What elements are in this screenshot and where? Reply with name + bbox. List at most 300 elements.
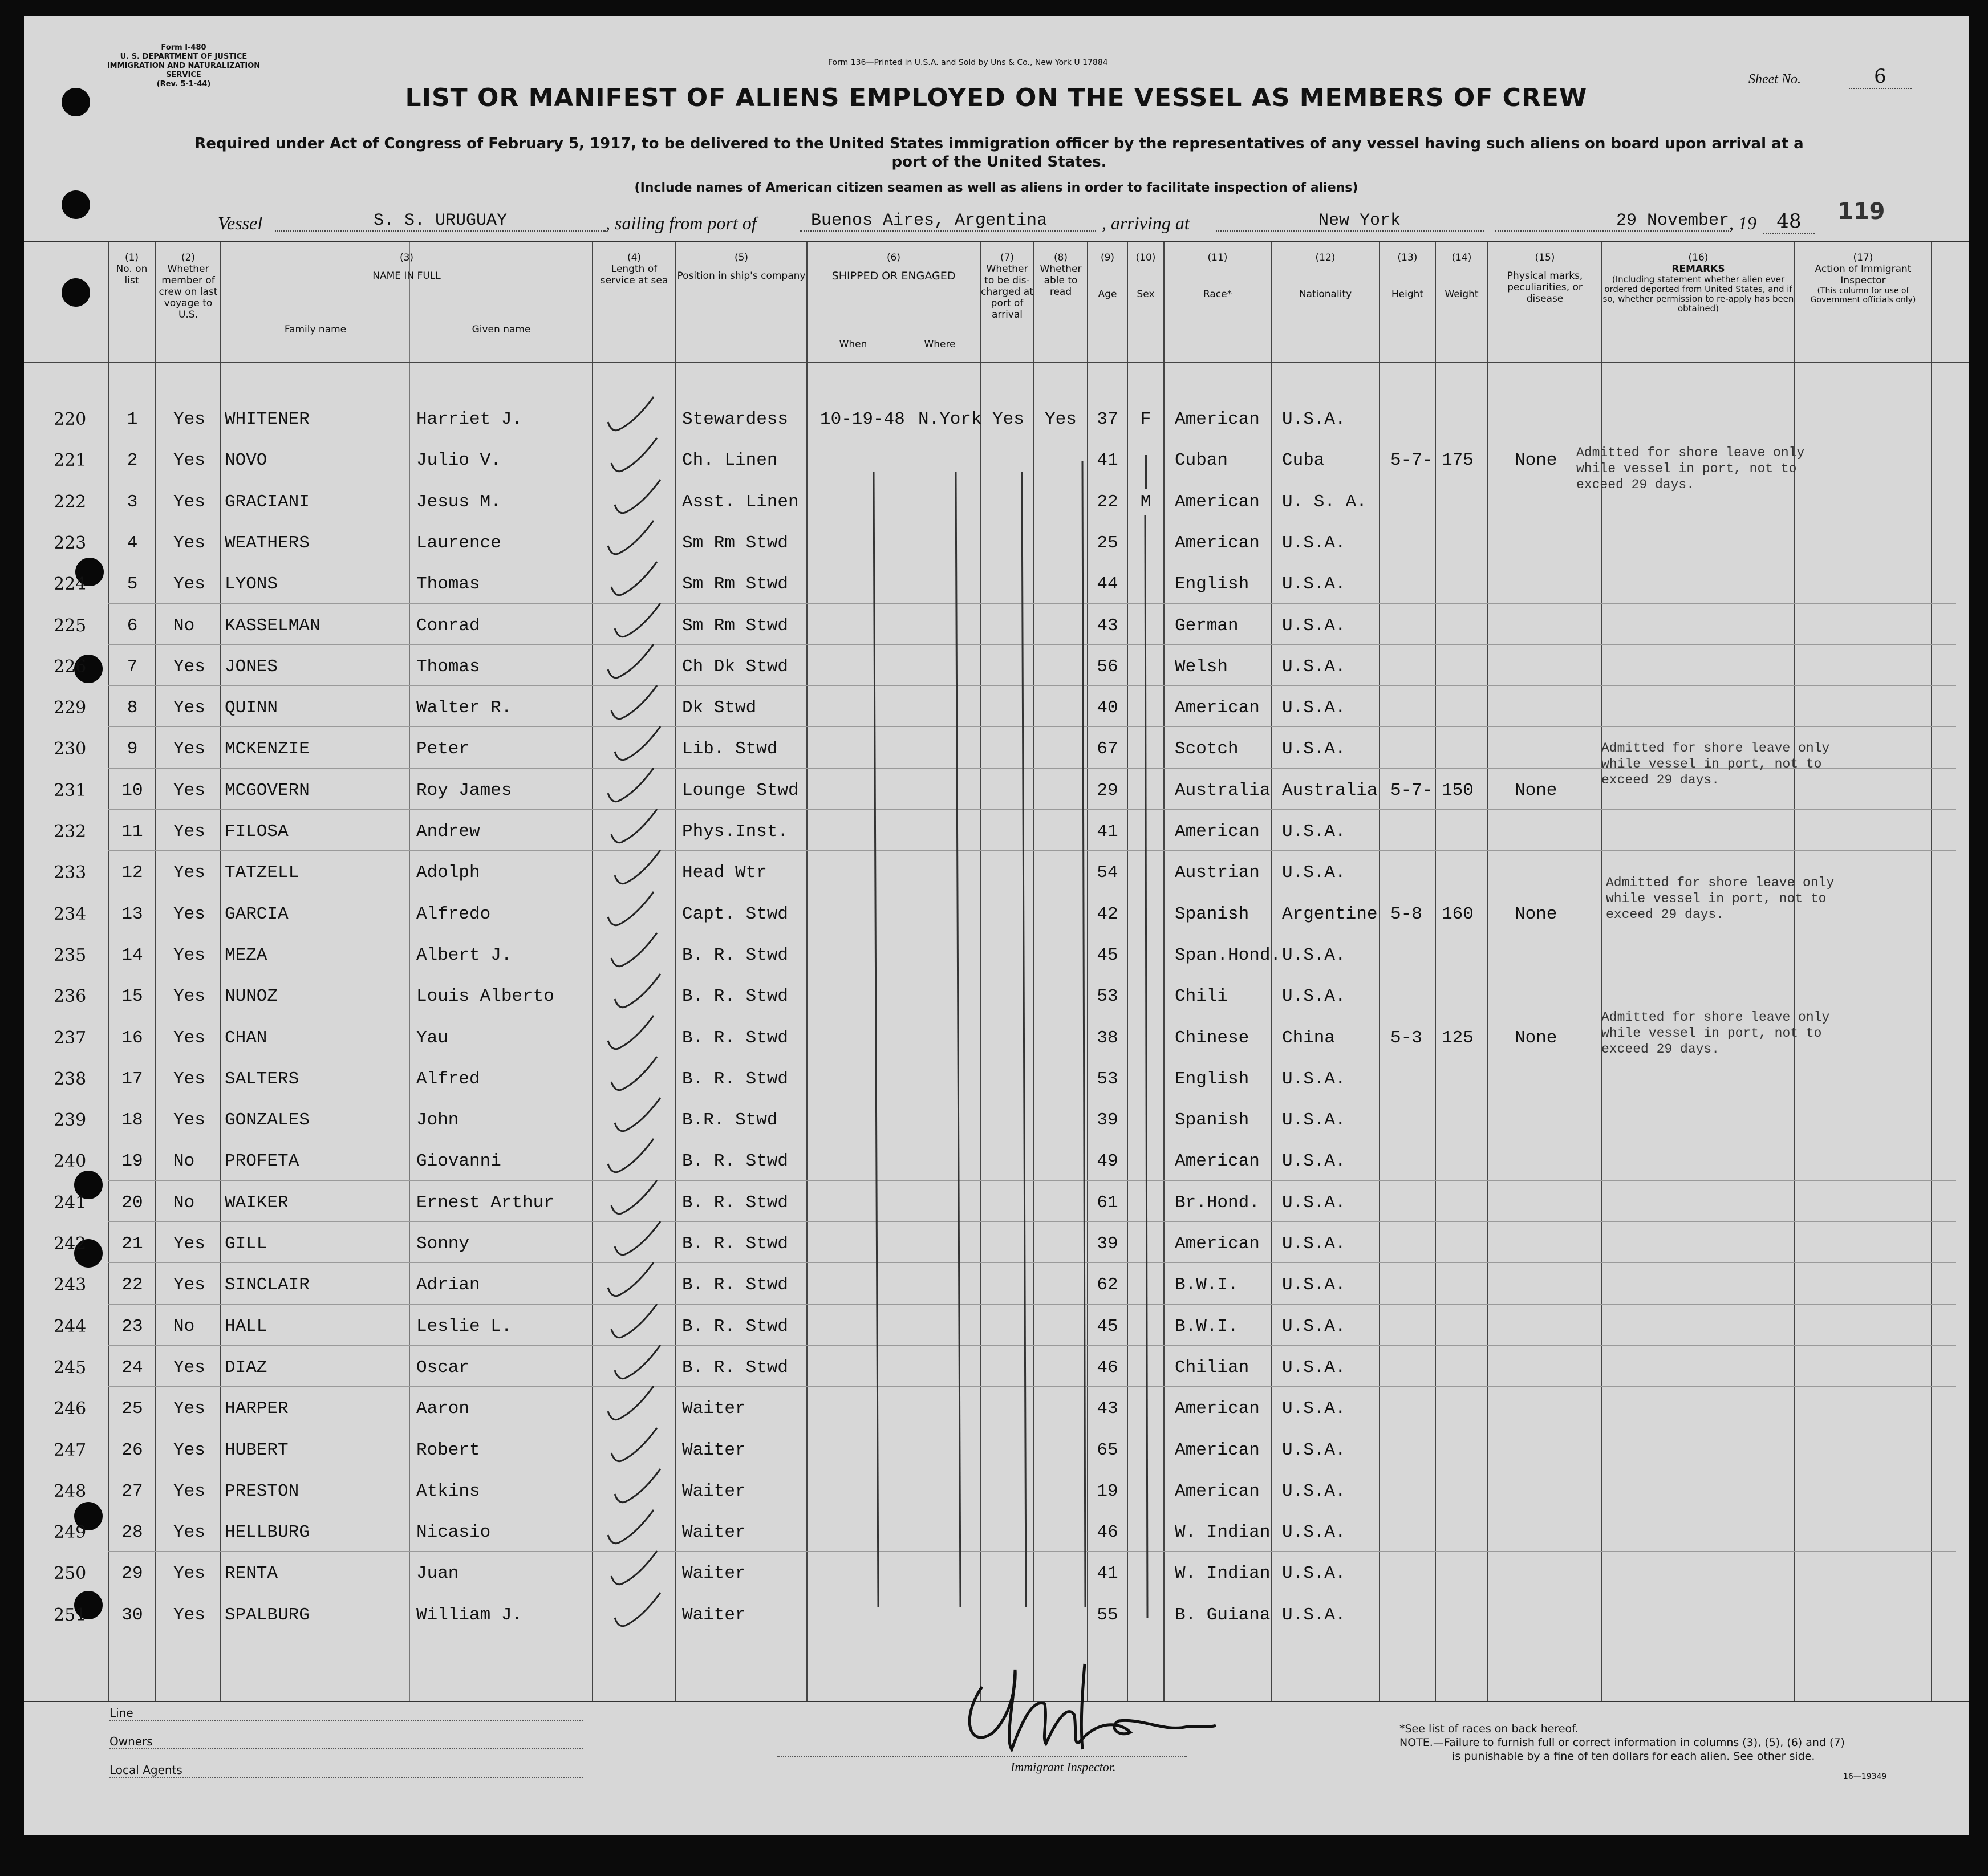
list-number: 15 [121,986,143,1006]
nationality: U.S.A. [1282,1605,1346,1625]
remark-mcgovern: Admitted for shore leave only while vessel in port, not to exceed 29 days. [1601,741,1830,787]
position: Waiter [682,1522,746,1542]
prior-voyage: Yes [173,1440,205,1460]
prior-voyage: Yes [173,698,205,718]
prior-voyage: Yes [173,945,205,965]
col16-label: REMARKS [1671,263,1725,275]
prior-voyage: Yes [173,1605,205,1625]
given-name: Robert [416,1440,480,1460]
prior-voyage: Yes [173,574,205,594]
col5-header [676,252,806,282]
manifest-line-number: 243 [54,1275,87,1295]
manifest-line-number: 248 [54,1481,87,1501]
requirement-line-1: Required under Act of Congress of February 5, 1917, to be delivered to the United States immigration officer by the representatives of any vessel having such aliens on board upon arrival at a [194,135,1804,152]
prior-voyage: Yes [173,492,205,512]
given-name: Louis Alberto [416,986,554,1006]
position: Asst. Linen [682,492,799,512]
manifest-line-number: 242 [54,1234,87,1254]
inspector-signature [948,1652,1233,1767]
nationality: U.S.A. [1282,1317,1346,1337]
col5-num: (5) [734,252,749,263]
line-label: Line [109,1706,133,1720]
age: 65 [1097,1440,1118,1460]
family-name: JONES [225,657,278,677]
given-name: Oscar [416,1358,470,1378]
manifest-line-number: 235 [54,945,87,965]
age: 44 [1097,574,1118,594]
weight: 150 [1442,781,1474,801]
family-name: CHAN [225,1028,267,1048]
race: Br.Hond. [1175,1193,1260,1213]
age: 37 [1097,409,1118,429]
physical-marks: None [1515,781,1557,801]
race: Australia [1175,781,1271,801]
port-from: Buenos Aires, Argentina [800,211,1096,232]
age: 46 [1097,1522,1118,1542]
manifest-line-number: 249 [54,1522,87,1542]
col15-label: Physical marks, peculiarities, or disease [1507,270,1583,304]
include-note: (Include names of American citizen seamen as well as aliens in order to facilitate inspection of aliens) [634,181,1358,195]
col11-num: (11) [1207,252,1228,263]
race: W. Indian [1175,1522,1271,1542]
nationality: U.S.A. [1282,863,1346,883]
given-name: Adolph [416,863,480,883]
manifest-line-number: 239 [54,1110,87,1130]
race: English [1175,1069,1249,1089]
table-row [24,1358,1969,1399]
col1-label: No. on list [116,263,148,286]
given-name: Juan [416,1564,459,1583]
agents-label: Local Agents [109,1763,182,1777]
col15-num: (15) [1535,252,1555,263]
family-name: GRACIANI [225,492,310,512]
manifest-line-number: 220 [54,409,87,429]
prior-voyage: Yes [173,1275,205,1295]
race: American [1175,1234,1260,1254]
col2-num: (2) [181,252,196,263]
list-number: 5 [127,574,138,594]
manifest-line-number: 229 [54,698,87,718]
col7-num: (7) [1000,252,1015,263]
race: B.W.I. [1175,1275,1239,1295]
col7-label: Whether to be dis-charged at port of arrival [981,263,1033,320]
race: W. Indian [1175,1564,1271,1583]
table-row [24,1481,1969,1522]
age: 39 [1097,1110,1118,1130]
list-number: 24 [121,1358,143,1378]
nationality: U.S.A. [1282,698,1346,718]
list-number: 23 [121,1317,143,1337]
list-number: 10 [121,781,143,801]
list-number: 9 [127,739,138,759]
year-prefix: , 19 [1729,213,1756,233]
age: 41 [1097,450,1118,470]
col10-header [1128,252,1163,300]
weight: 160 [1442,904,1474,924]
position: B.R. Stwd [682,1110,778,1130]
given-name: Jesus M. [416,492,501,512]
stamp-number: 119 [1837,198,1885,225]
nationality: Argentine [1282,904,1378,924]
table-row [24,1234,1969,1275]
list-number: 26 [121,1440,143,1460]
given-name: Sonny [416,1234,470,1254]
nationality: Australia [1282,781,1378,801]
list-number: 2 [127,450,138,470]
nationality: U.S.A. [1282,1151,1346,1171]
manifest-line-number: 225 [54,616,87,636]
note-line-1: NOTE.—Failure to furnish full or correct information in columns (3), (5), (6) and (7) [1399,1736,1845,1749]
col16-num: (16) [1688,252,1709,263]
list-number: 29 [121,1564,143,1583]
table-row [24,1399,1969,1440]
table-row [24,1110,1969,1151]
given-name: Ernest Arthur [416,1193,554,1213]
position: Waiter [682,1605,746,1625]
col4-header [593,252,675,286]
manifest-line-number: 245 [54,1358,87,1378]
inspector-signature-line [777,1756,1187,1757]
nationality: U.S.A. [1282,574,1346,594]
weight: 125 [1442,1028,1474,1048]
nationality: U.S.A. [1282,945,1346,965]
position: Sm Rm Stwd [682,533,789,553]
family-name: NOVO [225,450,267,470]
arrival-year: 48 [1763,210,1815,234]
list-number: 27 [121,1481,143,1501]
given-name: Julio V. [416,450,501,470]
manifest-line-number: 250 [54,1564,87,1583]
age: 49 [1097,1151,1118,1171]
col8-num: (8) [1053,252,1068,263]
family-name: GONZALES [225,1110,310,1130]
family-name: MCKENZIE [225,739,310,759]
prior-voyage: Yes [173,409,205,429]
page-title: LIST OR MANIFEST OF ALIENS EMPLOYED ON THE VESSEL AS MEMBERS OF CREW [405,83,1588,112]
given-name: William J. [416,1605,523,1625]
nationality: U.S.A. [1282,1481,1346,1501]
list-number: 16 [121,1028,143,1048]
col9-label: Age [1098,289,1117,300]
col14-label: Weight [1445,289,1479,300]
revision: (Rev. 5-1-44) [156,80,211,88]
position: Stewardess [682,409,789,429]
list-number: 30 [121,1605,143,1625]
age: 55 [1097,1605,1118,1625]
family-name: PRESTON [225,1481,299,1501]
age: 43 [1097,1399,1118,1419]
col15-header [1488,252,1601,304]
manifest-line-number: 231 [54,781,87,801]
position: Ch Dk Stwd [682,657,789,677]
col16-note: (Including statement whether alien ever ordered deported from United States, and if so, whether permission to re-apply has been obtained) [1602,274,1794,314]
position: B. R. Stwd [682,1275,789,1295]
age: 39 [1097,1234,1118,1254]
given-name: Giovanni [416,1151,501,1171]
col11-label: Race* [1203,289,1232,300]
family-name: SINCLAIR [225,1275,310,1295]
age: 41 [1097,1564,1118,1583]
nationality: U.S.A. [1282,657,1346,677]
given-name: Alfredo [416,904,491,924]
list-number: 25 [121,1399,143,1419]
nationality: China [1282,1028,1336,1048]
list-number: 3 [127,492,138,512]
family-name: KASSELMAN [225,616,320,636]
remark-novo: Admitted for shore leave only while vessel in port, not to exceed 29 days. [1576,445,1805,492]
age: 56 [1097,657,1118,677]
agents-field[interactable] [109,1763,583,1778]
age: 62 [1097,1275,1118,1295]
col10-label: Sex [1137,289,1155,300]
age: 45 [1097,1317,1118,1337]
nationality: U.S.A. [1282,1193,1346,1213]
family-name: PROFETA [225,1151,299,1171]
age: 25 [1097,533,1118,553]
nationality: Cuba [1282,450,1325,470]
where-header: Where [924,339,956,350]
race: American [1175,533,1260,553]
nationality: U.S.A. [1282,1234,1346,1254]
table-row [24,822,1969,863]
position: B. R. Stwd [682,1317,789,1337]
col17-header [1795,252,1931,304]
race: English [1175,574,1249,594]
vessel-label: Vessel [218,213,263,233]
given-name: Harriet J. [416,409,523,429]
line-field[interactable] [109,1706,583,1721]
col13-label: Height [1391,289,1424,300]
col9-num: (9) [1100,252,1115,263]
nationality: U.S.A. [1282,1399,1346,1419]
given-name: Leslie L. [416,1317,512,1337]
age: 45 [1097,945,1118,965]
requirement-text [92,135,1906,171]
manifest-line-number: 241 [54,1193,87,1213]
race: American [1175,1151,1260,1171]
family-name: WAIKER [225,1193,289,1213]
owners-label: Owners [109,1735,153,1748]
col13-num: (13) [1397,252,1418,263]
prior-voyage: Yes [173,1069,205,1089]
nationality: U.S.A. [1282,822,1346,842]
list-number: 20 [121,1193,143,1213]
prior-voyage: Yes [173,1028,205,1048]
prior-voyage: Yes [173,657,205,677]
given-name: Conrad [416,616,480,636]
family-name: MCGOVERN [225,781,310,801]
prior-voyage: Yes [173,739,205,759]
position: Dk Stwd [682,698,757,718]
family-name: SPALBURG [225,1605,310,1625]
nationality: U.S.A. [1282,739,1346,759]
height: 5-7- [1390,781,1433,801]
col2-header [156,252,220,320]
manifest-line-number: 222 [54,492,87,512]
col3-label: NAME IN FULL [372,270,441,282]
list-number: 13 [121,904,143,924]
table-row [24,1193,1969,1234]
family-name: FILOSA [225,822,289,842]
col4-num: (4) [627,252,642,263]
race: Chili [1175,986,1228,1006]
family-name: HELLBURG [225,1522,310,1542]
position: Sm Rm Stwd [682,616,789,636]
manifest-line-number: 226 [54,657,87,677]
age: 22 [1097,492,1118,512]
col6-num: (6) [886,252,901,263]
position: Lounge Stwd [682,781,799,801]
manifest-line-number: 223 [54,533,87,553]
prior-voyage: No [173,1193,195,1213]
age: 40 [1097,698,1118,718]
age: 42 [1097,904,1118,924]
age: 67 [1097,739,1118,759]
col1-num: (1) [124,252,139,263]
footer-notes [1399,1722,1845,1763]
nationality: U.S.A. [1282,1069,1346,1089]
height: 5-8 [1390,904,1422,924]
nationality: U.S.A. [1282,986,1346,1006]
prior-voyage: No [173,1151,195,1171]
inspector-label: Immigrant Inspector. [1011,1760,1116,1774]
col8-label: Whether able to read [1040,263,1082,298]
prior-voyage: Yes [173,1522,205,1542]
given-name: Aaron [416,1399,470,1419]
prior-voyage: Yes [173,986,205,1006]
position: Waiter [682,1440,746,1460]
col14-header [1436,252,1487,300]
table-row [24,574,1969,615]
table-row [24,533,1969,574]
nationality: U.S.A. [1282,1358,1346,1378]
family-name: RENTA [225,1564,278,1583]
age: 29 [1097,781,1118,801]
col4-label: Length of service at sea [600,263,668,286]
prior-voyage: No [173,616,195,636]
position: B. R. Stwd [682,1151,789,1171]
table-row [24,1440,1969,1481]
position: Waiter [682,1399,746,1419]
nationality: U.S.A. [1282,533,1346,553]
race: Cuban [1175,450,1228,470]
list-number: 4 [127,533,138,553]
nationality: U.S.A. [1282,616,1346,636]
prior-voyage: No [173,1317,195,1337]
prior-voyage: Yes [173,1564,205,1583]
given-name: Alfred [416,1069,480,1089]
race: B. Guiana [1175,1605,1271,1625]
manifest-line-number: 246 [54,1399,87,1419]
race: Spanish [1175,1110,1249,1130]
race: American [1175,822,1260,842]
col12-header [1272,252,1379,300]
col16-header [1602,252,1794,314]
family-name: HALL [225,1317,267,1337]
print-code: 16—19349 [1843,1772,1887,1781]
table-row [24,698,1969,739]
list-number: 11 [121,822,143,842]
col10-num: (10) [1135,252,1156,263]
age: 53 [1097,1069,1118,1089]
table-row [24,1522,1969,1564]
printer-line: Form 136—Printed in U.S.A. and Sold by Uns & Co., New York U 17884 [828,58,1108,67]
prior-voyage: Yes [173,1358,205,1378]
given-name: Roy James [416,781,512,801]
header-bottom-rule [24,362,1969,363]
given-name: Peter [416,739,470,759]
department: U. S. DEPARTMENT OF JUSTICE [120,52,248,61]
col3-num: (3) [399,252,414,263]
remark-chan: Admitted for shore leave only while vessel in port, not to exceed 29 days. [1601,1010,1830,1057]
manifest-line-number: 233 [54,863,87,883]
when-header: When [839,339,867,350]
col11-header [1165,252,1271,300]
shipped-when: 10-19-48 [820,409,905,429]
prior-voyage: Yes [173,904,205,924]
col17-num: (17) [1853,252,1873,263]
col8-header [1034,252,1087,298]
prior-voyage: Yes [173,781,205,801]
race: American [1175,1399,1260,1419]
family-name: NUNOZ [225,986,278,1006]
family-name: WEATHERS [225,533,310,553]
table-row [24,1605,1969,1646]
able-to-read: Yes [1045,409,1077,429]
given-name: Thomas [416,574,480,594]
table-row [24,945,1969,986]
form-info [104,43,263,89]
family-name: GARCIA [225,904,289,924]
races-note: *See list of races on back hereof. [1399,1723,1579,1735]
nationality: U.S.A. [1282,1110,1346,1130]
shipped-where: N.York [918,409,982,429]
position: Lib. Stwd [682,739,778,759]
nationality: U. S. A. [1282,492,1367,512]
list-number: 21 [121,1234,143,1254]
list-number: 7 [127,657,138,677]
position: Capt. Stwd [682,904,789,924]
nationality: U.S.A. [1282,1522,1346,1542]
manifest-line-number: 251 [54,1605,87,1625]
position: Phys.Inst. [682,822,789,842]
punch-hole [62,278,90,307]
note-line-2: is punishable by a fine of ten dollars for each alien. See other side. [1452,1750,1815,1763]
position: Waiter [682,1564,746,1583]
race: B.W.I. [1175,1317,1239,1337]
family-name: SALTERS [225,1069,299,1089]
prior-voyage: Yes [173,533,205,553]
prior-voyage: Yes [173,450,205,470]
table-row [24,657,1969,698]
owners-field[interactable] [109,1735,583,1749]
position: B. R. Stwd [682,1028,789,1048]
race: Chinese [1175,1028,1249,1048]
family-name: HARPER [225,1399,289,1419]
given-name: Laurence [416,533,501,553]
manifest-sheet [24,16,1969,1835]
position: B. R. Stwd [682,1193,789,1213]
col17-note: (This column for use of Government officials only) [1810,286,1916,304]
race: Chilian [1175,1358,1249,1378]
height: 5-3 [1390,1028,1422,1048]
prior-voyage: Yes [173,1481,205,1501]
discharged: Yes [992,409,1024,429]
position: B. R. Stwd [682,1358,789,1378]
list-number: 8 [127,698,138,718]
weight: 175 [1442,450,1474,470]
position: B. R. Stwd [682,1069,789,1089]
